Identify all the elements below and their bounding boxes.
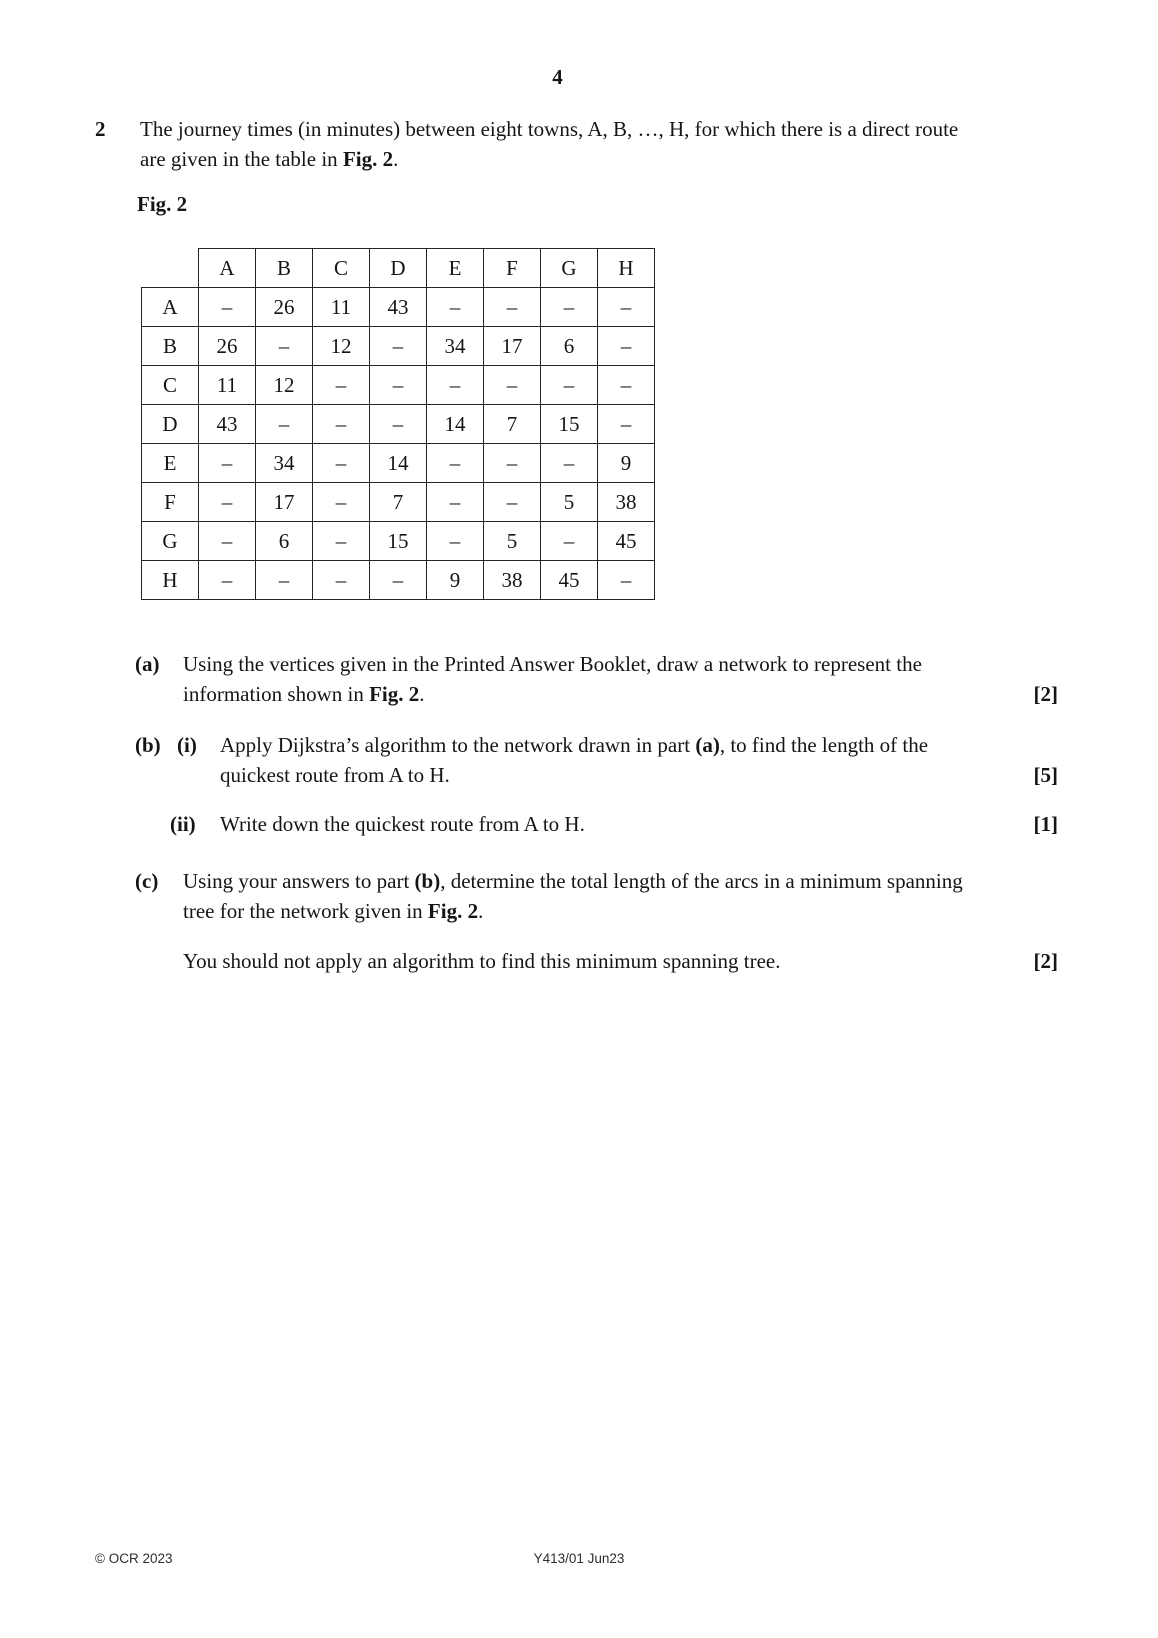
table-cell: – <box>256 405 313 444</box>
question-text <box>140 114 1025 174</box>
fig-reference: Fig. 2 <box>369 682 420 706</box>
table-cell: – <box>313 561 370 600</box>
table-cell: 38 <box>598 483 655 522</box>
part-a-line-2: information shown in <box>183 682 370 706</box>
table-row <box>142 288 655 327</box>
table-row <box>142 483 655 522</box>
table-cell: – <box>427 483 484 522</box>
part-c-line-2-end: . <box>478 899 484 923</box>
question-line-1: The journey times (in minutes) between eight towns, A, B, …, H, for which there is a direct route <box>140 117 959 141</box>
table-cell: – <box>313 366 370 405</box>
question-number: 2 <box>95 117 106 141</box>
table-cell: 43 <box>370 288 427 327</box>
table-cell: – <box>484 366 541 405</box>
column-header: G <box>541 249 598 288</box>
table-cell: 34 <box>427 327 484 366</box>
table-cell: 9 <box>427 561 484 600</box>
part-b-i <box>135 730 1058 790</box>
part-a-reference: (a) <box>695 733 720 757</box>
table-cell: – <box>313 444 370 483</box>
table-cell: 5 <box>541 483 598 522</box>
table-cell: – <box>598 366 655 405</box>
table-row <box>142 366 655 405</box>
part-c-line-1: Using your answers to part <box>183 869 415 893</box>
part-b-ii-label: (ii) <box>170 812 196 836</box>
footer-copyright: © OCR 2023 <box>95 1551 173 1566</box>
row-header: D <box>142 405 199 444</box>
marks-part-b-i: [5] <box>1033 763 1058 787</box>
table-cell: 6 <box>256 522 313 561</box>
fig-reference: Fig. 2 <box>427 899 479 923</box>
table-header-row <box>142 249 655 288</box>
question-line-2: are given in the table in <box>140 147 343 171</box>
part-b-i-line-2: quickest route from A to H. <box>220 763 450 787</box>
part-a <box>135 649 1058 709</box>
table-cell: – <box>598 561 655 600</box>
table-cell: 7 <box>370 483 427 522</box>
row-header: H <box>142 561 199 600</box>
part-a-label: (a) <box>135 652 160 676</box>
table-cell: – <box>427 288 484 327</box>
marks-part-c: [2] <box>1033 949 1058 973</box>
column-header: A <box>199 249 256 288</box>
column-header: H <box>598 249 655 288</box>
marks-part-a: [2] <box>1033 682 1058 706</box>
table-cell: – <box>598 405 655 444</box>
row-header: A <box>142 288 199 327</box>
figure-label: Fig. 2 <box>137 192 188 216</box>
table-cell: – <box>484 288 541 327</box>
table-cell: – <box>484 444 541 483</box>
row-header: G <box>142 522 199 561</box>
table-cell: 17 <box>256 483 313 522</box>
table-cell: 26 <box>256 288 313 327</box>
journey-times-table <box>141 248 655 600</box>
part-b-ii-text <box>220 809 1058 839</box>
table-cell: – <box>370 561 427 600</box>
column-header: F <box>484 249 541 288</box>
part-b-ii <box>135 809 1058 839</box>
fig-reference: Fig. 2 <box>342 147 394 171</box>
table-cell: – <box>199 561 256 600</box>
table-cell: 17 <box>484 327 541 366</box>
table-row <box>142 327 655 366</box>
table-cell: – <box>199 483 256 522</box>
part-c-text <box>183 866 1058 926</box>
table-cell: – <box>370 327 427 366</box>
table-cell: – <box>541 444 598 483</box>
table-cell: – <box>541 366 598 405</box>
table-cell: 15 <box>370 522 427 561</box>
row-header: F <box>142 483 199 522</box>
part-c-label: (c) <box>135 869 159 893</box>
table-row <box>142 405 655 444</box>
table-cell: – <box>484 483 541 522</box>
table-cell: – <box>427 522 484 561</box>
table-cell: – <box>598 288 655 327</box>
column-header: E <box>427 249 484 288</box>
part-b-i-line-1-end: , to find the length of the <box>719 733 929 757</box>
table-cell: 45 <box>541 561 598 600</box>
table-row <box>142 444 655 483</box>
table-row <box>142 561 655 600</box>
table-cell: 9 <box>598 444 655 483</box>
table-cell: – <box>370 405 427 444</box>
part-b-i-line-1: Apply Dijkstra’s algorithm to the network drawn in part <box>220 733 696 757</box>
part-b-i-label: (i) <box>177 733 197 757</box>
part-b-i-text <box>220 730 1058 790</box>
table-cell: – <box>199 288 256 327</box>
question-line-2-end: . <box>393 147 399 171</box>
table-cell: 26 <box>199 327 256 366</box>
table-cell: 45 <box>598 522 655 561</box>
part-c-note <box>135 946 1058 976</box>
table-cell: 11 <box>313 288 370 327</box>
part-b-label: (b) <box>135 733 161 757</box>
table-cell: – <box>199 522 256 561</box>
row-header: B <box>142 327 199 366</box>
column-header: D <box>370 249 427 288</box>
part-c <box>135 866 1058 926</box>
table-cell: – <box>427 366 484 405</box>
table-cell: 34 <box>256 444 313 483</box>
table-cell: – <box>313 405 370 444</box>
table-cell: 5 <box>484 522 541 561</box>
table-cell: 15 <box>541 405 598 444</box>
table-cell: – <box>541 288 598 327</box>
row-header: E <box>142 444 199 483</box>
table-cell: – <box>313 522 370 561</box>
part-b-reference: (b) <box>414 869 441 893</box>
table-cell: – <box>541 522 598 561</box>
indent-spacer <box>135 809 170 839</box>
table-cell: 12 <box>256 366 313 405</box>
part-a-line-2-end: . <box>419 682 425 706</box>
page-number: 4 <box>552 65 563 89</box>
part-c-note-text: You should not apply an algorithm to find this minimum spanning tree. <box>183 949 781 973</box>
table-cell: – <box>313 483 370 522</box>
part-a-line-1: Using the vertices given in the Printed Answer Booklet, draw a network to represent the <box>183 652 922 676</box>
column-header: C <box>313 249 370 288</box>
part-b-ii-line-1: Write down the quickest route from A to H. <box>220 812 585 836</box>
table-corner-cell <box>142 249 199 288</box>
table-cell: 14 <box>427 405 484 444</box>
table-cell: 43 <box>199 405 256 444</box>
table-cell: 38 <box>484 561 541 600</box>
footer-paper-code: Y413/01 Jun23 <box>533 1551 625 1566</box>
table-cell: 12 <box>313 327 370 366</box>
part-c-line-2: tree for the network given in <box>183 899 428 923</box>
table-row <box>142 522 655 561</box>
table-cell: – <box>427 444 484 483</box>
table-cell: – <box>598 327 655 366</box>
part-c-line-1-end: , determine the total length of the arcs in a minimum spanning <box>440 869 963 893</box>
marks-part-b-ii: [1] <box>1033 812 1058 836</box>
table-cell: – <box>256 327 313 366</box>
row-header: C <box>142 366 199 405</box>
table-cell: 6 <box>541 327 598 366</box>
table-cell: – <box>256 561 313 600</box>
part-a-text <box>183 649 1058 709</box>
table-cell: 7 <box>484 405 541 444</box>
question-2 <box>95 114 1025 174</box>
table-cell: 11 <box>199 366 256 405</box>
column-header: B <box>256 249 313 288</box>
table-cell: – <box>199 444 256 483</box>
table-cell: – <box>370 366 427 405</box>
table-cell: 14 <box>370 444 427 483</box>
